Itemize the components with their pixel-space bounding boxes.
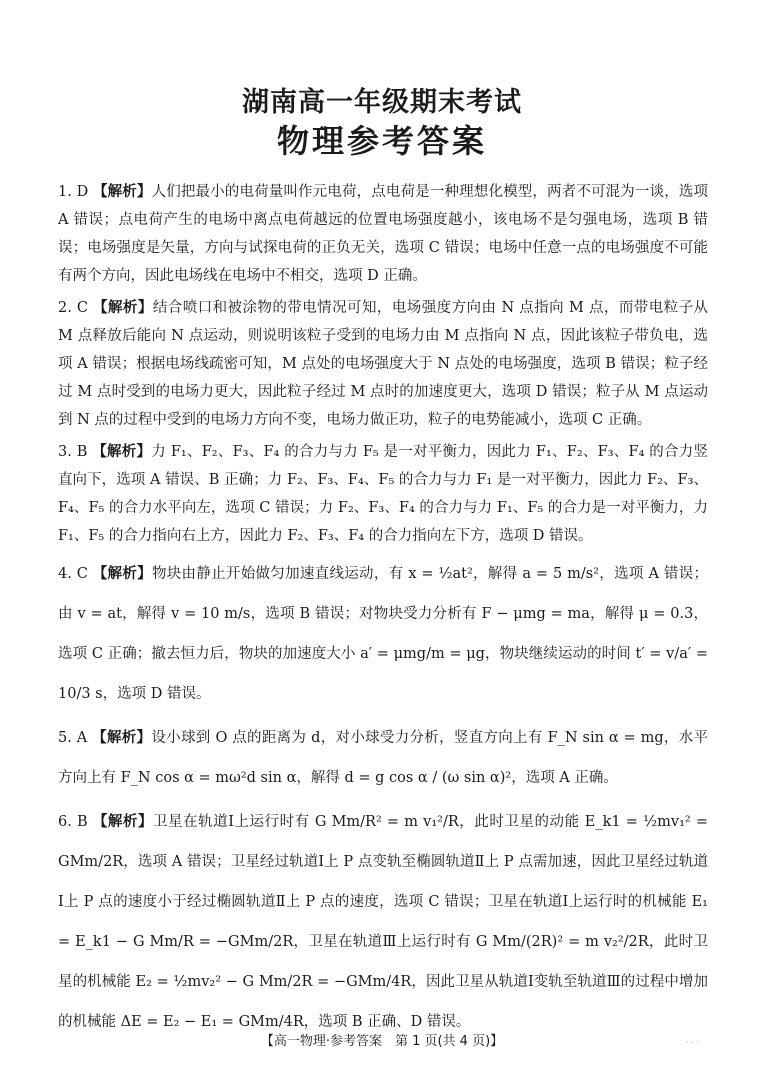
answer-number: 1. D	[58, 184, 89, 200]
analysis-tag: 【解析】	[92, 444, 152, 460]
answer-text: 人们把最小的电荷量叫作元电荷，点电荷是一种理想化模型，两者不可混为一谈，选项 A 错误；点电荷产生的电场中离点电荷越远的位置电场强度越小，该电场不是匀强电场，选项 B 错误；电场强度是矢量，方向与试探电荷的正负无关，选项 C 错误；电场中任意一点的电场强度不可能有两个方向，因此电场线在电场中不相交，选项 D 正确。	[58, 184, 709, 284]
page-footer: 【高一物理·参考答案 第 1 页(共 4 页)】	[260, 1034, 504, 1049]
answer-item-3	[58, 438, 708, 550]
answer-item-4	[58, 554, 708, 714]
answer-number: 5. A	[58, 730, 88, 746]
analysis-tag: 【解析】	[92, 814, 153, 830]
answer-item-2	[58, 294, 708, 434]
answer-item-1	[58, 178, 708, 290]
answer-text: 力 F₁、F₂、F₃、F₄ 的合力与力 F₅ 是一对平衡力，因此力 F₁、F₂、F₃、F₄ 的合力竖直向下，选项 A 错误、B 正确；力 F₂、F₃、F₄、F₅ 的合力与力 F₁ 是一对平衡力，因此力 F₂、F₃、F₄、F₅ 的合力水平向左，选项 C 错误；力 F₂、F₃、F₄ 的合力与力 F₁、F₅ 的合力是一对平衡力，力 F₁、F₅ 的合力指向右上方，因此力 F₂、F₃、F₄ 的合力指向左下方，选项 D 错误。	[58, 444, 709, 544]
answer-item-6	[58, 802, 708, 1042]
answer-text: 结合喷口和被涂物的带电情况可知，电场强度方向由 N 点指向 M 点，而带电粒子从 M 点释放后能向 N 点运动，则说明该粒子受到的电场力由 M 点指向 N 点，因此该粒子带负电，选项 A 错误；根据电场线疏密可知，M 点处的电场强度大于 N 点处的电场强度，选项 B 错误；粒子经过 M 点时受到的电场力更大，因此粒子经过 M 点时的加速度更大，选项 D 错误；粒子从 M 点运动到 N 点的过程中受到的电场力方向不变，电场力做正功，粒子的电势能减小，选项 C 正确。	[58, 300, 709, 428]
answer-list	[58, 178, 708, 1046]
answer-item-5	[58, 718, 708, 798]
analysis-tag: 【解析】	[92, 566, 152, 582]
answer-text: 设小球到 O 点的距离为 d，对小球受力分析，竖直方向上有 F_N sin α = mg，水平方向上有 F_N cos α = mω²d sin α，解得 d = g cos α / (ω sin α)²，选项 A 正确。	[58, 730, 709, 786]
answer-text: 卫星在轨道Ⅰ上运行时有 G Mm/R² = m v₁²/R，此时卫星的动能 E_k1 = ½mv₁² = GMm/2R，选项 A 错误；卫星经过轨道Ⅰ上 P 点变轨至椭圆轨道Ⅱ上 P 点需加速，因此卫星经过轨道Ⅰ上 P 点的速度小于经过椭圆轨道Ⅱ上 P 点的速度，选项 C 错误；卫星在轨道Ⅰ上运行时的机械能 E₁ = E_k1 − G Mm/R = −GMm/2R，卫星在轨道Ⅲ上运行时有 G Mm/(2R)² = m v₂²/2R，此时卫星的机械能 E₂ = ½mv₂² − G Mm/2R = −GMm/4R，因此卫星从轨道Ⅰ变轨至轨道Ⅲ的过程中增加的机械能 ΔE = E₂ − E₁ = GMm/4R，选项 B 正确、D 错误。	[58, 814, 709, 1030]
corner-mark: · · ·	[686, 1038, 699, 1047]
analysis-tag: 【解析】	[93, 300, 153, 316]
answer-title: 物理参考答案	[276, 122, 487, 160]
answer-number: 4. C	[58, 566, 88, 582]
analysis-tag: 【解析】	[92, 730, 152, 746]
answer-number: 3. B	[58, 444, 88, 460]
answer-number: 2. C	[58, 300, 88, 316]
answer-text: 物块由静止开始做匀加速直线运动，有 x = ½at²，解得 a = 5 m/s²，选项 A 错误；由 v = at，解得 v = 10 m/s，选项 B 错误；对物块受力分析有 F − μmg = ma，解得 μ = 0.3，选项 C 正确；撤去恒力后，物块的加速度大小 a′ = μmg/m = μg，物块继续运动的时间 t′ = v/a′ = 10/3 s，选项 D 错误。	[58, 566, 709, 702]
answer-number: 6. B	[58, 814, 88, 830]
exam-title: 湖南高一年级期末考试	[242, 87, 522, 118]
analysis-tag: 【解析】	[92, 184, 152, 200]
